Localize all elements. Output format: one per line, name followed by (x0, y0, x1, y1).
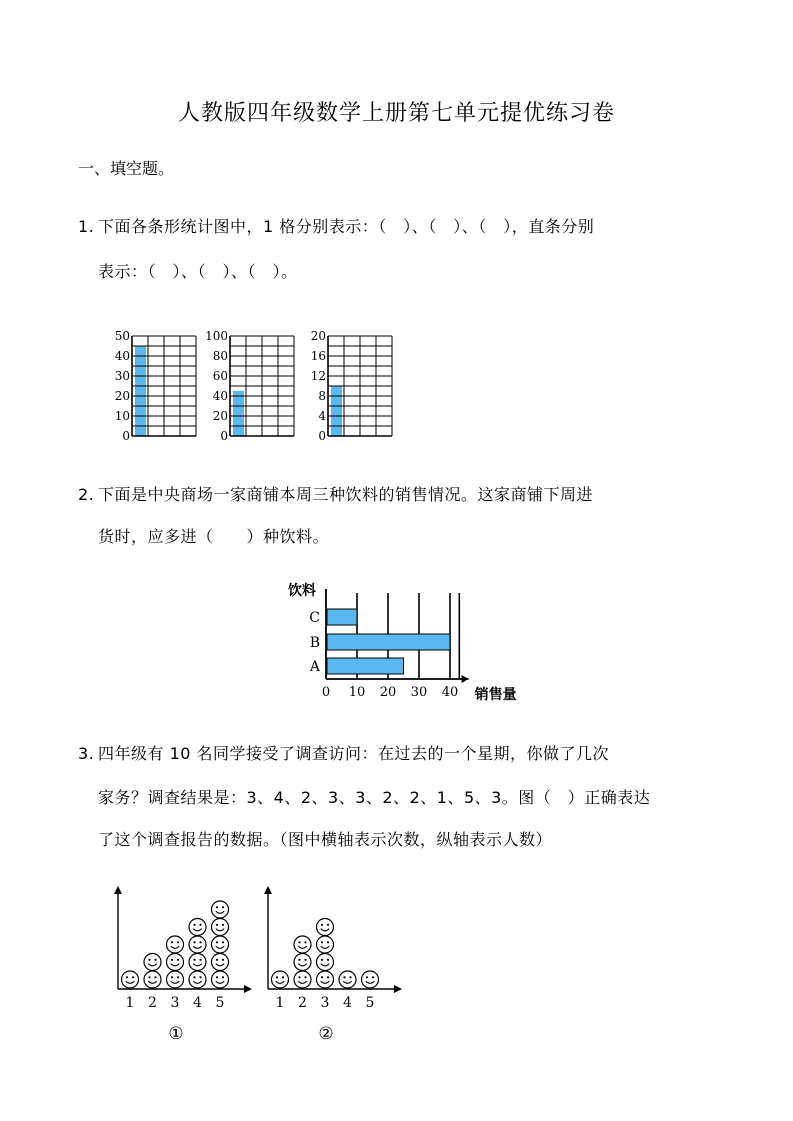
q1-tick-label: 40 (114, 349, 130, 363)
q3-x-axis-arrow (244, 985, 252, 993)
q1-chart-1 (115, 329, 196, 443)
q1-bar (331, 386, 342, 436)
q3-figure-2 (264, 886, 402, 1044)
q1-tick-label: 60 (212, 369, 228, 383)
q1-bar-charts (100, 318, 420, 448)
smiley-icon (189, 936, 206, 953)
q2-bar (327, 634, 450, 650)
q2-bar-chart (280, 575, 520, 705)
question-1-text-1: 下面各条形统计图中，1 格分别表示：（ ）、（ ）、（ ），直条分别 (98, 217, 595, 236)
smiley-icon (294, 971, 311, 988)
smiley-icon (212, 901, 229, 918)
q3-x-tick-label: 1 (125, 995, 135, 1011)
q3-x-tick-label: 2 (148, 995, 157, 1011)
question-2-line-2: 货时，应多进（ ）种饮料。 (98, 527, 330, 546)
smiley-icon (212, 954, 229, 971)
q2-x-tick-label: 20 (379, 685, 397, 700)
smiley-icon (362, 971, 379, 988)
question-2-number: 2. (78, 485, 95, 504)
q2-x-tick-label: 40 (441, 685, 459, 700)
q1-tick-label: 20 (212, 409, 228, 423)
question-2-text-1: 下面是中央商场一家商铺本周三种饮料的销售情况。这家商铺下周进 (98, 485, 594, 504)
q1-tick-label: 20 (114, 389, 130, 403)
q3-x-tick-label: 5 (365, 995, 375, 1011)
question-1-line-2: 表示：（ ）、（ ）、（ ）。 (98, 262, 298, 281)
q3-x-tick-label: 4 (343, 995, 352, 1011)
q2-x-axis-arrow (462, 675, 469, 683)
q1-tick-label: 50 (114, 329, 130, 343)
smiley-icon (317, 936, 334, 953)
q2-category-label: B (309, 635, 320, 651)
q1-tick-label: 0 (122, 429, 130, 443)
q1-tick-label: 80 (212, 349, 228, 363)
question-3-text-1: 四年级有 10 名同学接受了调查访问：在过去的一个星期，你做了几次 (98, 744, 610, 763)
q1-tick-label: 0 (220, 429, 228, 443)
q1-tick-label: 8 (318, 389, 326, 403)
smiley-icon (167, 936, 184, 953)
q3-x-tick-label: 2 (298, 995, 307, 1011)
q1-chart-3 (311, 329, 392, 443)
question-3-line-1 (78, 741, 609, 764)
smiley-icon (144, 954, 161, 971)
q1-tick-label: 100 (205, 329, 228, 343)
smiley-icon (317, 919, 334, 936)
q2-y-axis-label: 饮料 (288, 583, 316, 599)
q1-tick-label: 4 (318, 409, 326, 423)
q2-x-tick-label: 0 (321, 685, 331, 700)
question-1-number: 1. (78, 217, 95, 236)
q1-tick-label: 12 (310, 369, 326, 383)
smiley-icon (294, 954, 311, 971)
smiley-icon (122, 971, 139, 988)
question-3-line-2: 家务？调查结果是：3、4、2、3、3、2、2、1、5、3。图（ ）正确表达 (98, 788, 651, 807)
q3-figure-1 (114, 886, 252, 1044)
smiley-icon (144, 971, 161, 988)
q2-x-tick-label: 30 (410, 685, 428, 700)
smiley-icon (317, 971, 334, 988)
smiley-icon (272, 971, 289, 988)
q1-chart-2 (205, 329, 294, 443)
q2-category-label: C (309, 610, 320, 626)
smiley-icon (167, 954, 184, 971)
q3-x-tick-label: 4 (193, 995, 202, 1011)
q3-pictographs (100, 882, 420, 1052)
q3-figure-label: ① (168, 1024, 184, 1044)
smiley-icon (189, 971, 206, 988)
q3-figure-label: ② (318, 1024, 334, 1044)
q3-x-axis-arrow (394, 985, 402, 993)
q1-tick-label: 0 (318, 429, 326, 443)
question-1-line-1 (78, 214, 594, 237)
smiley-icon (212, 936, 229, 953)
smiley-icon (167, 971, 184, 988)
smiley-icon (212, 971, 229, 988)
question-3-line-3: 了这个调查报告的数据。（图中横轴表示次数，纵轴表示人数） (98, 830, 553, 849)
smiley-icon (317, 954, 334, 971)
q2-bar (327, 658, 404, 674)
smiley-icon (189, 954, 206, 971)
q1-tick-label: 30 (114, 369, 130, 383)
question-2-line-1 (78, 482, 593, 505)
q2-x-tick-label: 10 (348, 685, 366, 700)
smiley-icon (189, 919, 206, 936)
q2-category-label: A (309, 659, 320, 675)
q2-bar (327, 609, 357, 625)
q1-tick-label: 20 (310, 329, 326, 343)
q1-tick-label: 16 (310, 349, 326, 363)
section-heading: 一、填空题。 (78, 159, 175, 178)
smiley-icon (212, 919, 229, 936)
q1-bar (233, 391, 244, 436)
page-title: 人教版四年级数学上册第七单元提优练习卷 (177, 101, 615, 126)
question-3-number: 3. (78, 744, 95, 763)
smiley-icon (294, 936, 311, 953)
q2-x-axis-label: 销售量 (474, 687, 517, 703)
q3-y-axis-arrow (264, 886, 272, 894)
smiley-icon (339, 971, 356, 988)
q3-x-tick-label: 1 (275, 995, 285, 1011)
q3-x-tick-label: 3 (320, 995, 330, 1011)
q1-bar (135, 346, 146, 436)
q3-x-tick-label: 3 (170, 995, 180, 1011)
q3-y-axis-arrow (114, 886, 122, 894)
q1-tick-label: 10 (114, 409, 130, 423)
q1-tick-label: 40 (212, 389, 228, 403)
q3-x-tick-label: 5 (215, 995, 225, 1011)
